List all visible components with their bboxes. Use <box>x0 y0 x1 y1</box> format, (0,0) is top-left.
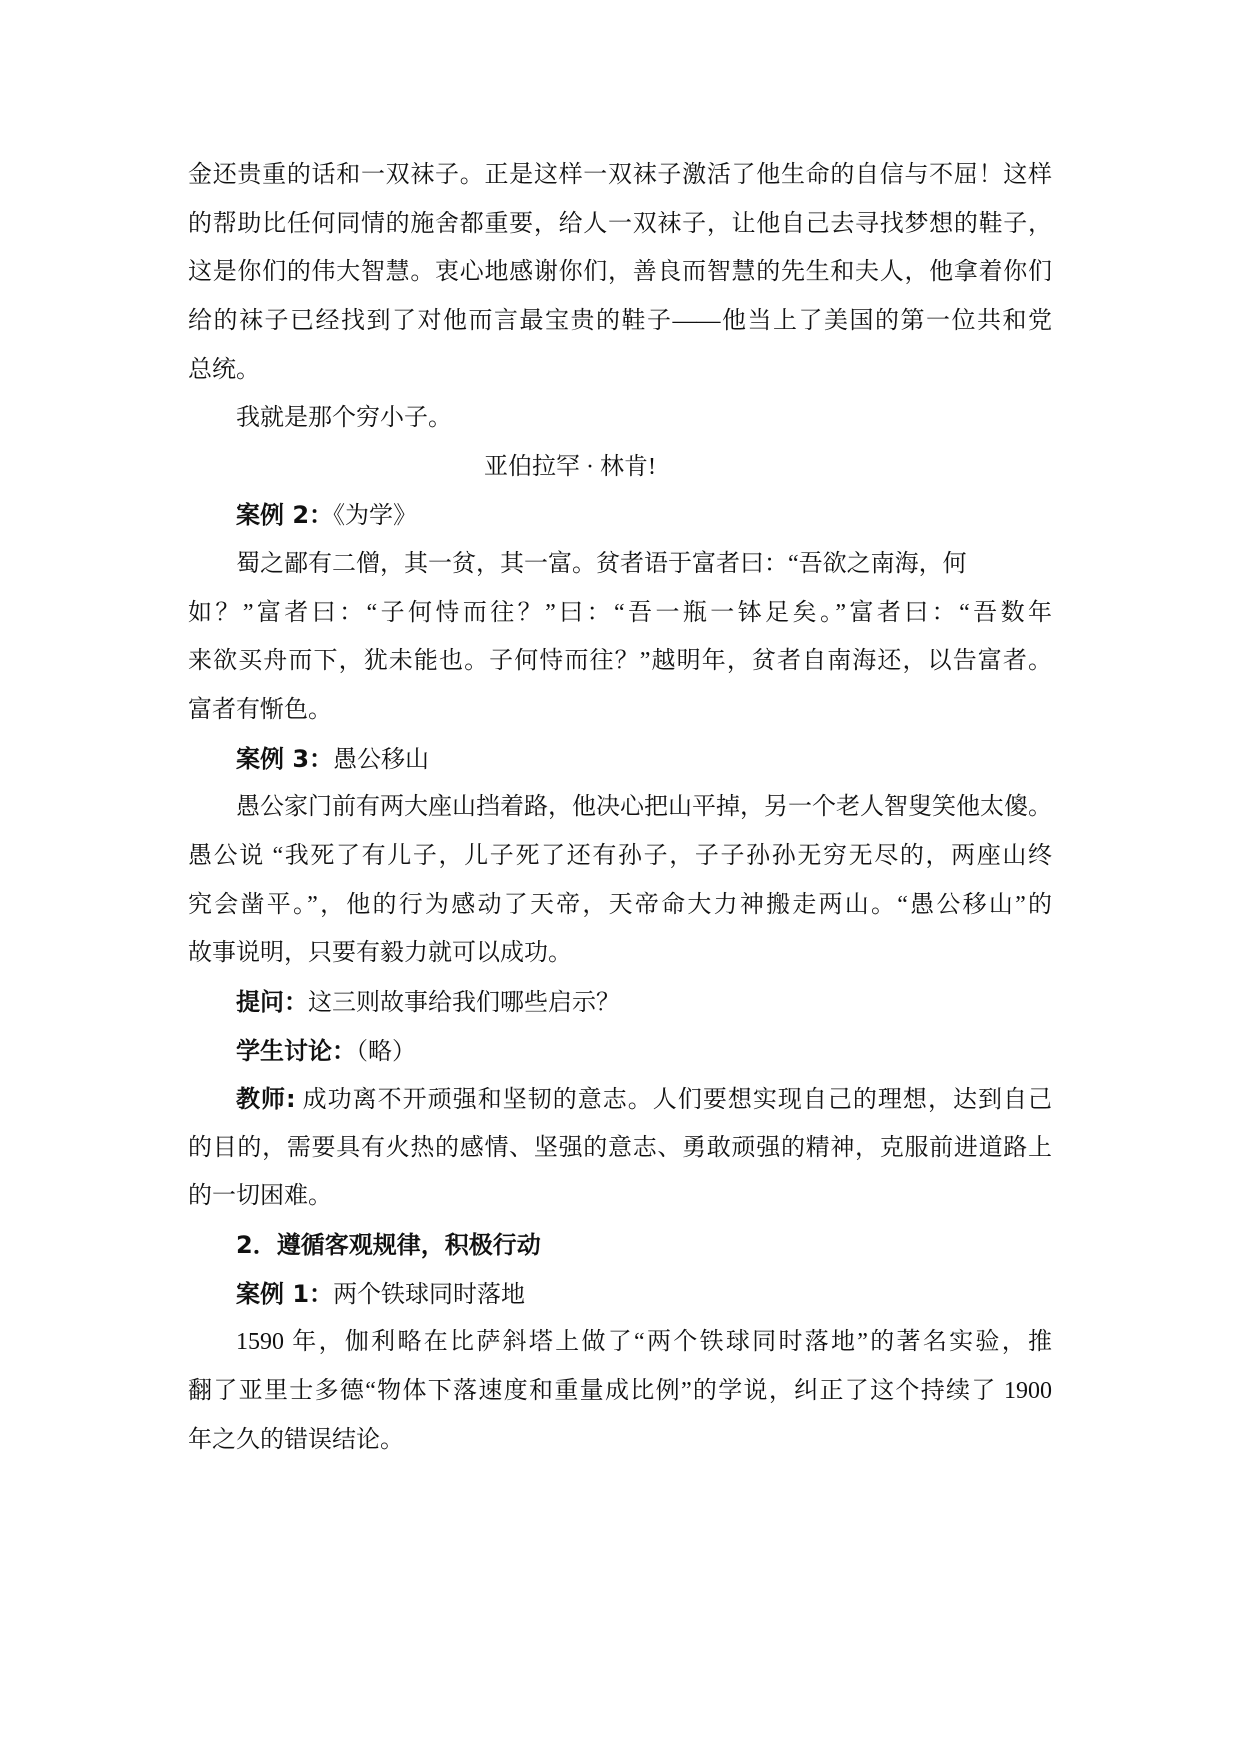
teacher-label: 教师: <box>236 1085 296 1114</box>
paragraph-line: 如？”富者曰：“子何恃而往？”曰：“吾一瓶一钵足矣。”富者曰：“吾数年 <box>188 599 1052 626</box>
paragraph-line: 的帮助比任何同情的施舍都重要，给人一双袜子，让他自己去寻找梦想的鞋子， <box>188 210 1052 237</box>
paragraph-line: 故事说明，只要有毅力就可以成功。 <box>188 940 572 967</box>
case-title: 两个铁球同时落地 <box>333 1281 526 1308</box>
document-page <box>188 151 1052 1464</box>
paragraph-line: 愚公家门前有两大座山挡着路，他决心把山平掉，另一个老人智叟笑他太傻。 <box>236 794 1052 821</box>
case-heading <box>188 735 1052 784</box>
paragraph-line: 翻了亚里士多德“物体下落速度和重量成比例”的学说，纠正了这个持续了 1900 <box>188 1378 1052 1405</box>
paragraph-line: 的目的，需要具有火热的感情、坚强的意志、勇敢顽强的精神，克服前进道路上 <box>188 1134 1052 1161</box>
paragraph-line: 给的袜子已经找到了对他而言最宝贵的鞋子——他当上了美国的第一位共和党 <box>188 307 1052 334</box>
teacher-text: 成功离不开顽强和坚韧的意志。人们要想实现自己的理想，达到自己 <box>295 1087 1052 1114</box>
case-title: 愚公移山 <box>333 746 430 773</box>
case-heading <box>188 491 1052 540</box>
paragraph-line: 年之久的错误结论。 <box>188 1426 404 1453</box>
teacher-line <box>188 1075 1052 1124</box>
question-text: 这三则故事给我们哪些启示？ <box>308 989 620 1016</box>
question-label: 提问： <box>236 987 308 1016</box>
paragraph-line: 金还贵重的话和一双袜子。正是这样一双袜子激活了他生命的自信与不屈！这样 <box>188 162 1052 188</box>
case-label: 案例 1： <box>236 1279 334 1308</box>
paragraph-line: 1590 年，伽利略在比萨斜塔上做了“两个铁球同时落地”的著名实验，推 <box>236 1329 1052 1356</box>
section-heading: 2．遵循客观规律，积极行动 <box>236 1231 541 1260</box>
paragraph-line: 愚公说 “我死了有儿子，儿子死了还有孙子，子子孙孙无穷无尽的，两座山终 <box>188 842 1052 869</box>
case-label: 案例 3： <box>236 744 334 773</box>
paragraph-line: 富者有惭色。 <box>188 697 332 724</box>
case-label: 案例 2： <box>236 501 334 530</box>
paragraph-line: 蜀之鄙有二僧，其一贫，其一富。贫者语于富者曰：“吾欲之南海，何 <box>236 551 967 578</box>
paragraph-line: 的一切困难。 <box>188 1183 332 1210</box>
closing-line: 我就是那个穷小子。 <box>236 405 452 432</box>
discussion-line <box>188 1027 1052 1076</box>
case-title: 《为学》 <box>333 503 418 530</box>
question-line <box>188 978 1052 1027</box>
case-heading <box>188 1270 1052 1319</box>
paragraph-line: 来欲买舟而下，犹未能也。子何恃而往？”越明年，贫者自南海还，以告富者。 <box>188 648 1052 675</box>
discussion-text: （略） <box>356 1038 416 1065</box>
paragraph-line: 总统。 <box>188 356 260 383</box>
paragraph-line: 究会凿平。”，他的行为感动了天帝，天帝命大力神搬走两山。“愚公移山”的 <box>188 891 1052 918</box>
discussion-label: 学生讨论： <box>236 1036 356 1065</box>
signature: 亚伯拉罕 · 林肯! <box>484 453 656 480</box>
paragraph-line: 这是你们的伟大智慧。衷心地感谢你们，善良而智慧的先生和夫人，他拿着你们 <box>188 259 1052 286</box>
